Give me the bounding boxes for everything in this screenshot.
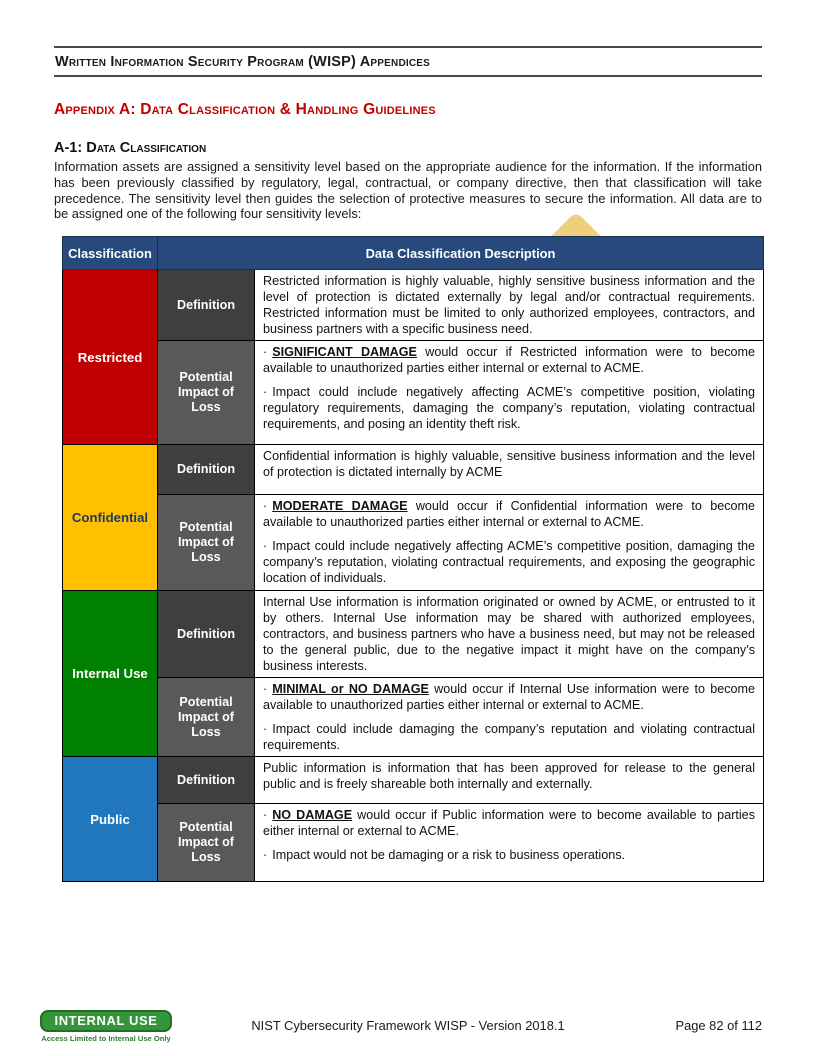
impact-keyword: SIGNIFICANT DAMAGE xyxy=(272,345,417,360)
confidential-impact-text xyxy=(255,495,764,591)
bullet-icon: · xyxy=(263,808,268,823)
public-impact-text xyxy=(255,804,764,882)
bullet-icon: · xyxy=(263,539,268,554)
classification-cell-confidential: Confidential xyxy=(63,445,158,591)
bullet-icon: · xyxy=(263,499,268,514)
definition-label: Definition xyxy=(158,591,255,678)
impact-bullet xyxy=(263,807,755,839)
footer-page-number: Page 82 of 112 xyxy=(675,1018,762,1033)
intro-paragraph: Information assets are assigned a sensitivity level based on the appropriate audience for the information. If the information has been previously classified by regulatory, legal, contractual, or company directive, then that classification will take precedence. The sensitivity level then guides the selection of protective measures to secure the information. All data are to be assigned one of the following four sensitivity levels: xyxy=(54,159,762,222)
document-header-title: Written Information Security Program (WISP) Appendices xyxy=(55,54,431,70)
impact-label: Potential Impact of Loss xyxy=(158,495,255,591)
section-title: A-1: Data Classification xyxy=(54,140,207,156)
bullet-icon: · xyxy=(263,385,268,400)
impact-bullet xyxy=(263,847,755,863)
impact-bullet-text: would occur if Confidential information were to become available to unauthorized parties either internal or external to ACME. xyxy=(263,499,755,530)
confidential-definition-text xyxy=(255,445,764,495)
impact-bullet-text: would occur if Internal Use information were to become available to unauthorized parties either internal or external to ACME. xyxy=(263,682,756,713)
impact-label: Potential Impact of Loss xyxy=(158,341,255,445)
page-footer xyxy=(0,1005,816,1055)
classification-cell-internal-use: Internal Use xyxy=(63,591,158,757)
definition-paragraph: Restricted information is highly valuable, highly sensitive business information and the level of protection is dictated externally by legal and/or contractual requirements. Restricted information must be limited to only authorized employees, contractors, and business partners with a specific business need. xyxy=(263,274,755,337)
impact-bullet-text: Impact could include negatively affecting ACME’s competitive position, violating regulatory requirements, damaging the company’s reputation, violating contractual requirements, and posing an identity theft risk. xyxy=(263,385,755,432)
definition-label: Definition xyxy=(158,445,255,495)
bullet-icon: · xyxy=(263,345,268,360)
bullet-icon: · xyxy=(263,848,268,863)
classification-cell-public: Public xyxy=(63,757,158,882)
definition-paragraph: Public information is information that has been approved for release to the general public and is freely shareable both internally and externally. xyxy=(263,761,755,792)
data-classification-table xyxy=(62,236,764,882)
impact-bullet-text: Impact could include damaging the company’s reputation and violating contractual requirements. xyxy=(263,722,755,753)
bullet-icon: · xyxy=(263,682,268,697)
bullet-icon: · xyxy=(263,722,268,737)
internal-use-badge: INTERNAL USE xyxy=(40,1010,172,1032)
public-definition-text xyxy=(255,757,764,804)
table-header-row xyxy=(63,237,764,270)
restricted-definition-text xyxy=(255,270,764,341)
definition-label: Definition xyxy=(158,270,255,341)
impact-label: Potential Impact of Loss xyxy=(158,804,255,882)
header-rule-bottom xyxy=(54,75,762,77)
internal-use-definition-text xyxy=(255,591,764,678)
table-header-classification: Classification xyxy=(63,237,158,270)
table-row xyxy=(63,495,764,591)
impact-bullet-text: Impact would not be damaging or a risk to business operations. xyxy=(272,848,626,863)
table-header-description: Data Classification Description xyxy=(158,237,764,270)
appendix-title: Appendix A: Data Classification & Handling Guidelines xyxy=(54,101,436,118)
table-row xyxy=(63,270,764,341)
internal-use-impact-text xyxy=(255,678,764,757)
impact-bullet xyxy=(263,498,755,530)
impact-keyword: MINIMAL or NO DAMAGE xyxy=(272,682,429,697)
restricted-impact-text xyxy=(255,341,764,445)
definition-label: Definition xyxy=(158,757,255,804)
definition-paragraph: Confidential information is highly valuable, sensitive business information and the level of protection is dictated internally by ACME xyxy=(263,449,755,480)
impact-keyword: MODERATE DAMAGE xyxy=(272,499,408,514)
impact-bullet-text: would occur if Restricted information were to become available to unauthorized parties either internal or external to ACME. xyxy=(263,345,755,376)
table-row xyxy=(63,804,764,882)
impact-bullet-text: Impact could include negatively affecting ACME’s competitive position, damaging the company’s reputation, violating contractual requirements, and exposing the geographic location of individuals. xyxy=(263,539,755,586)
classification-cell-restricted: Restricted xyxy=(63,270,158,445)
impact-keyword: NO DAMAGE xyxy=(272,808,353,823)
impact-bullet xyxy=(263,721,755,753)
impact-label: Potential Impact of Loss xyxy=(158,678,255,757)
table-row xyxy=(63,757,764,804)
table-row xyxy=(63,445,764,495)
definition-paragraph: Internal Use information is information originated or owned by ACME, or entrusted to it by others. Internal Use information may be shared with authorized employees, contractors, and business partners who have a business need, but may not be released to the general public, due to the negative impact it might have on the company’s business interests. xyxy=(263,595,755,674)
impact-bullet-text: would occur if Public information were to become available to parties either internal or external to ACME. xyxy=(263,808,755,839)
internal-use-badge-subtext: Access Limited to Internal Use Only xyxy=(41,1034,171,1043)
table-row xyxy=(63,591,764,678)
table-row xyxy=(63,341,764,445)
table-row xyxy=(63,678,764,757)
impact-bullet xyxy=(263,538,755,586)
classification-table-wrap xyxy=(62,236,762,882)
footer-document-title: NIST Cybersecurity Framework WISP - Version 2018.1 xyxy=(251,1018,565,1033)
impact-bullet xyxy=(263,344,755,376)
impact-bullet xyxy=(263,681,755,713)
impact-bullet xyxy=(263,384,755,432)
